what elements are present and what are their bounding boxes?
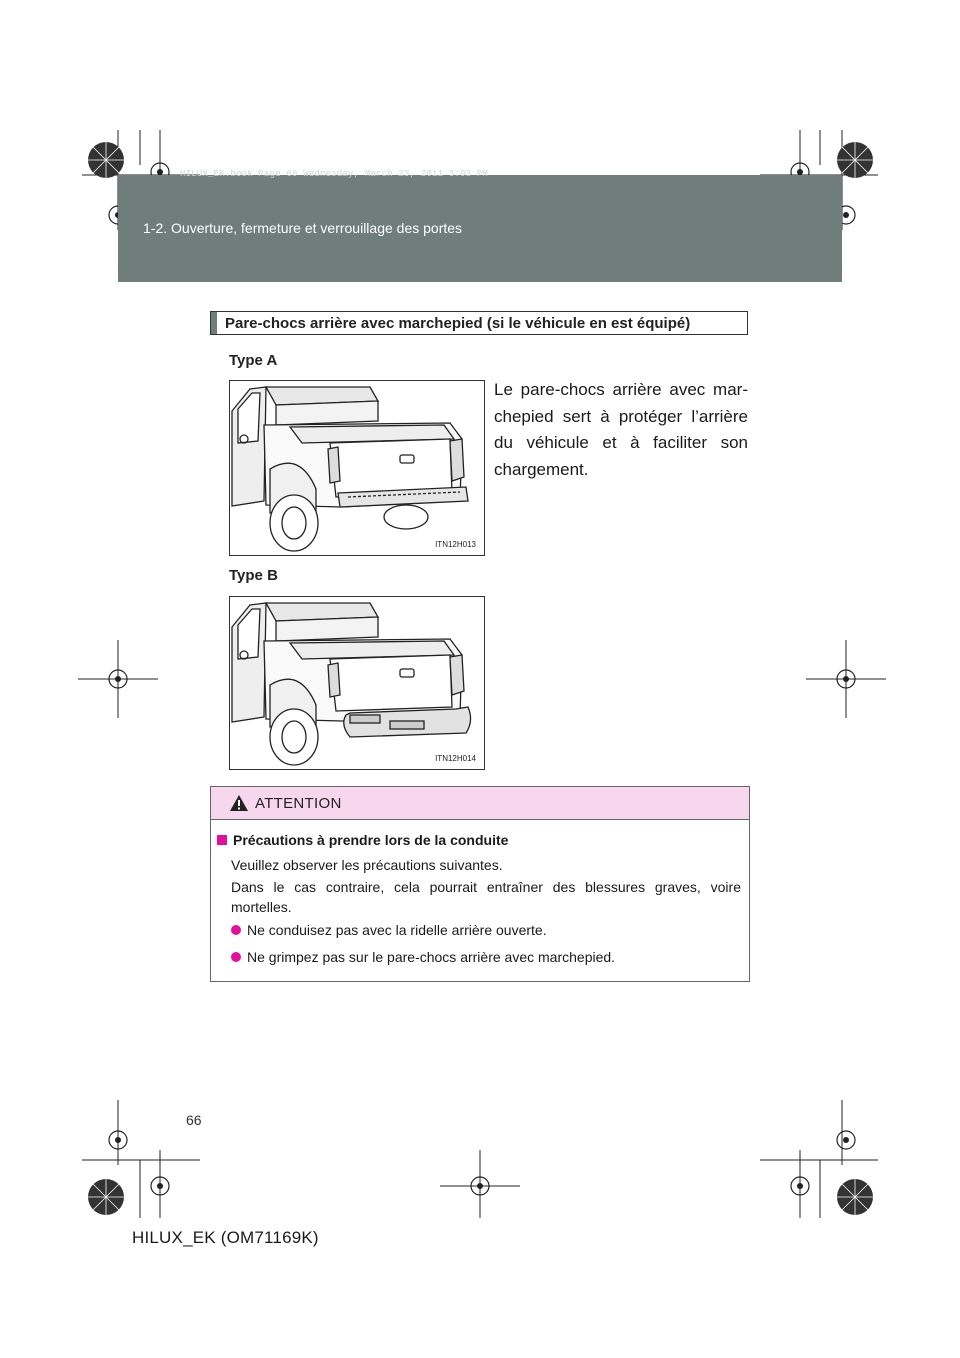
- attention-header: [211, 787, 749, 820]
- attention-bullet: [231, 922, 547, 938]
- attention-intro-1: Veuillez observer les précautions suivantes.: [231, 857, 503, 873]
- chapter-title: 1-2. Ouverture, fermeture et verrouillage des portes: [143, 220, 463, 236]
- attention-bullet-text: Ne grimpez pas sur le pare-chocs arrière avec marchepied.: [247, 949, 616, 965]
- dot-bullet-icon: [231, 925, 241, 935]
- attention-bullet-text: Ne conduisez pas avec la ridelle arrière ouverte.: [247, 922, 547, 938]
- truck-illustration-a: [230, 381, 485, 556]
- attention-bullet: [231, 949, 615, 965]
- book-stamp: HILUX_EK.book Page 66 Wednesday, March 23, 2011 3:03 PM: [180, 169, 489, 179]
- figure-b-label: Type B: [229, 567, 278, 584]
- attention-title: ATTENTION: [255, 795, 342, 812]
- figure-b-code: ITN12H014: [435, 754, 476, 763]
- attention-subheading-text: Précautions à prendre lors de la conduite: [233, 832, 509, 848]
- truck-illustration-b: [230, 597, 485, 770]
- body-paragraph: Le pare-chocs arrière avec mar-chepied sert à protéger l’arrière du véhicule et à faciliter son chargement.: [494, 380, 748, 479]
- warning-icon: [229, 794, 249, 812]
- heading-marker: [211, 312, 217, 334]
- square-bullet-icon: [217, 835, 227, 845]
- figure-a-code: ITN12H013: [435, 540, 476, 549]
- attention-subheading: [217, 832, 508, 848]
- attention-box: [210, 786, 750, 982]
- figure-type-b: [229, 596, 485, 770]
- figure-a-label: Type A: [229, 352, 278, 369]
- attention-intro-2: Dans le cas contraire, cela pourrait entraîner des blessures graves, voire mortelles.: [231, 879, 741, 915]
- page-number: 66: [186, 1112, 202, 1128]
- figure-type-a: [229, 380, 485, 556]
- model-code: HILUX_EK (OM71169K): [132, 1228, 319, 1247]
- section-heading: [210, 311, 748, 335]
- dot-bullet-icon: [231, 952, 241, 962]
- section-heading-text: Pare-chocs arrière avec marchepied (si le véhicule en est équipé): [225, 315, 691, 332]
